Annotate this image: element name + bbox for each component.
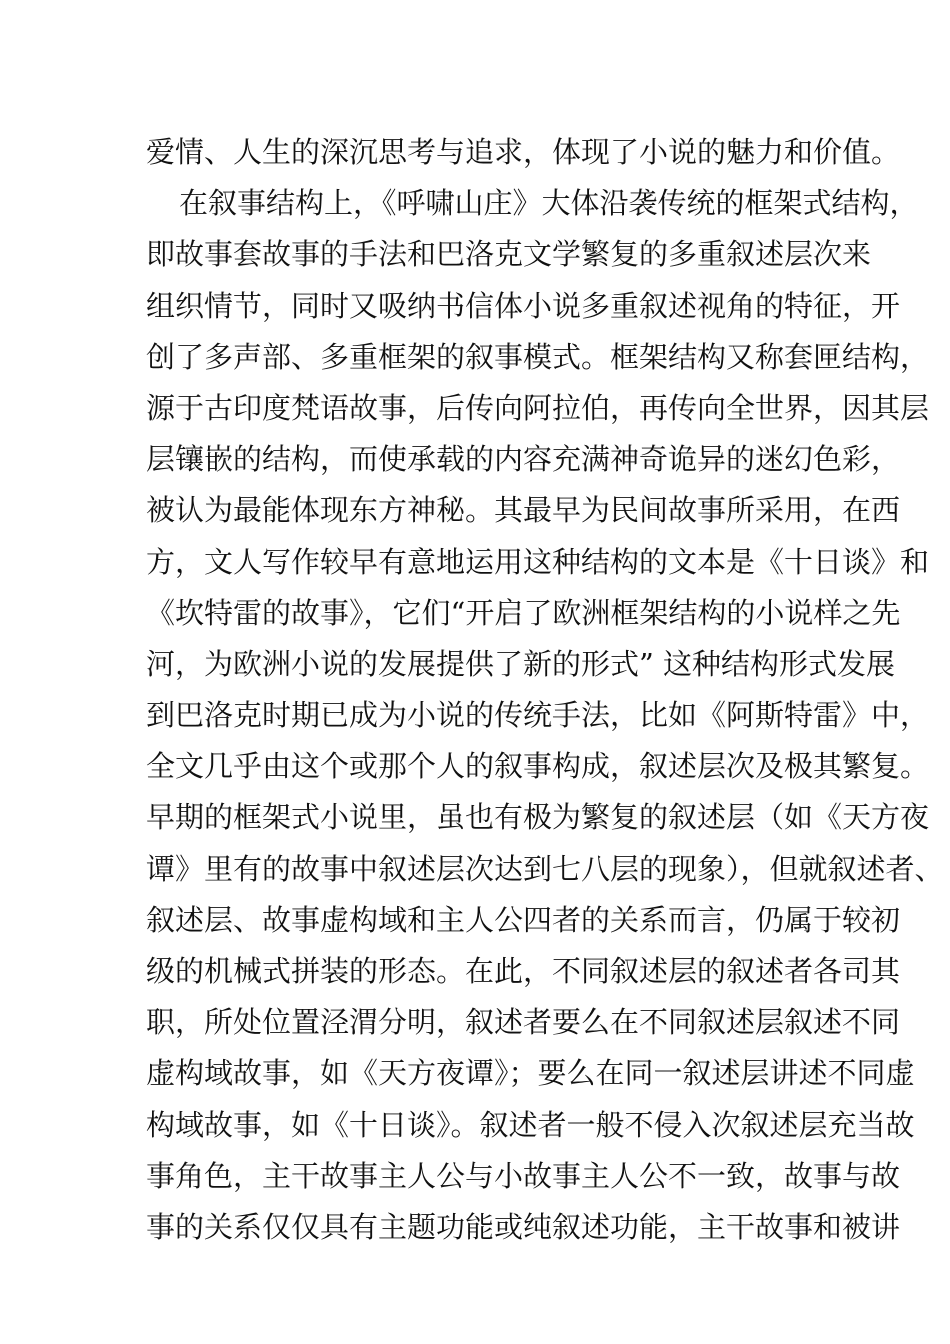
text-line: 爱情、人生的深沉思考与追求，体现了小说的魅力和价值。	[146, 135, 901, 169]
text-line: 河，为欧洲小说的发展提供了新的形式” 这种结构形式发展	[146, 646, 896, 681]
text-line: 事角色，主干故事主人公与小故事主人公不一致，故事与故	[146, 1158, 901, 1193]
text-line: 谭》里有的故事中叙述层次达到七八层的现象），但就叙述者、	[146, 851, 944, 886]
text-line: 虚构域故事，如《天方夜谭》；要么在同一叙述层讲述不同虚	[146, 1056, 915, 1091]
text-line: 层镶嵌的结构，而使承载的内容充满神奇诡异的迷幻色彩，	[146, 442, 901, 477]
text-line: 组织情节，同时又吸纳书信体小说多重叙述视角的特征，开	[146, 288, 901, 323]
text-line: 全文几乎由这个或那个人的叙事构成，叙述层次及极其繁复。	[146, 749, 930, 784]
text-line: 被认为最能体现东方神秘。其最早为民间故事所采用，在西	[146, 493, 901, 528]
text-line: 源于古印度梵语故事，后传向阿拉伯，再传向全世界，因其层	[146, 390, 930, 425]
text-line: 级的机械式拼装的形态。在此，不同叙述层的叙述者各司其	[146, 954, 901, 988]
text-line: 早期的框架式小说里，虽也有极为繁复的叙述层（如《天方夜	[146, 800, 930, 835]
text-line: 创了多声部、多重框架的叙事模式。框架结构又称套匣结构，	[146, 339, 930, 374]
text-line: 职，所处位置泾渭分明，叙述者要么在不同叙述层叙述不同	[146, 1005, 901, 1040]
text-line: 《坎特雷的故事》，它们“开启了欧洲框架结构的小说样之先	[146, 595, 901, 630]
text-line: 即故事套故事的手法和巴洛克文学繁复的多重叙述层次来	[146, 237, 872, 272]
text-line: 方，文人写作较早有意地运用这种结构的文本是《十日谈》和	[146, 544, 930, 579]
text-line: 到巴洛克时期已成为小说的传统手法，比如《阿斯特雷》中，	[146, 698, 930, 733]
text-line: 叙述层、故事虚构域和主人公四者的关系而言，仍属于较初	[146, 902, 901, 937]
text-line: 事的关系仅仅具有主题功能或纯叙述功能，主干故事和被讲	[146, 1209, 901, 1244]
body-text	[146, 127, 944, 1253]
text-line: 在叙事结构上，《呼啸山庄》大体沿袭传统的框架式结构，	[179, 186, 919, 221]
text-line: 构域故事，如《十日谈》。叙述者一般不侵入次叙述层充当故	[146, 1107, 915, 1142]
